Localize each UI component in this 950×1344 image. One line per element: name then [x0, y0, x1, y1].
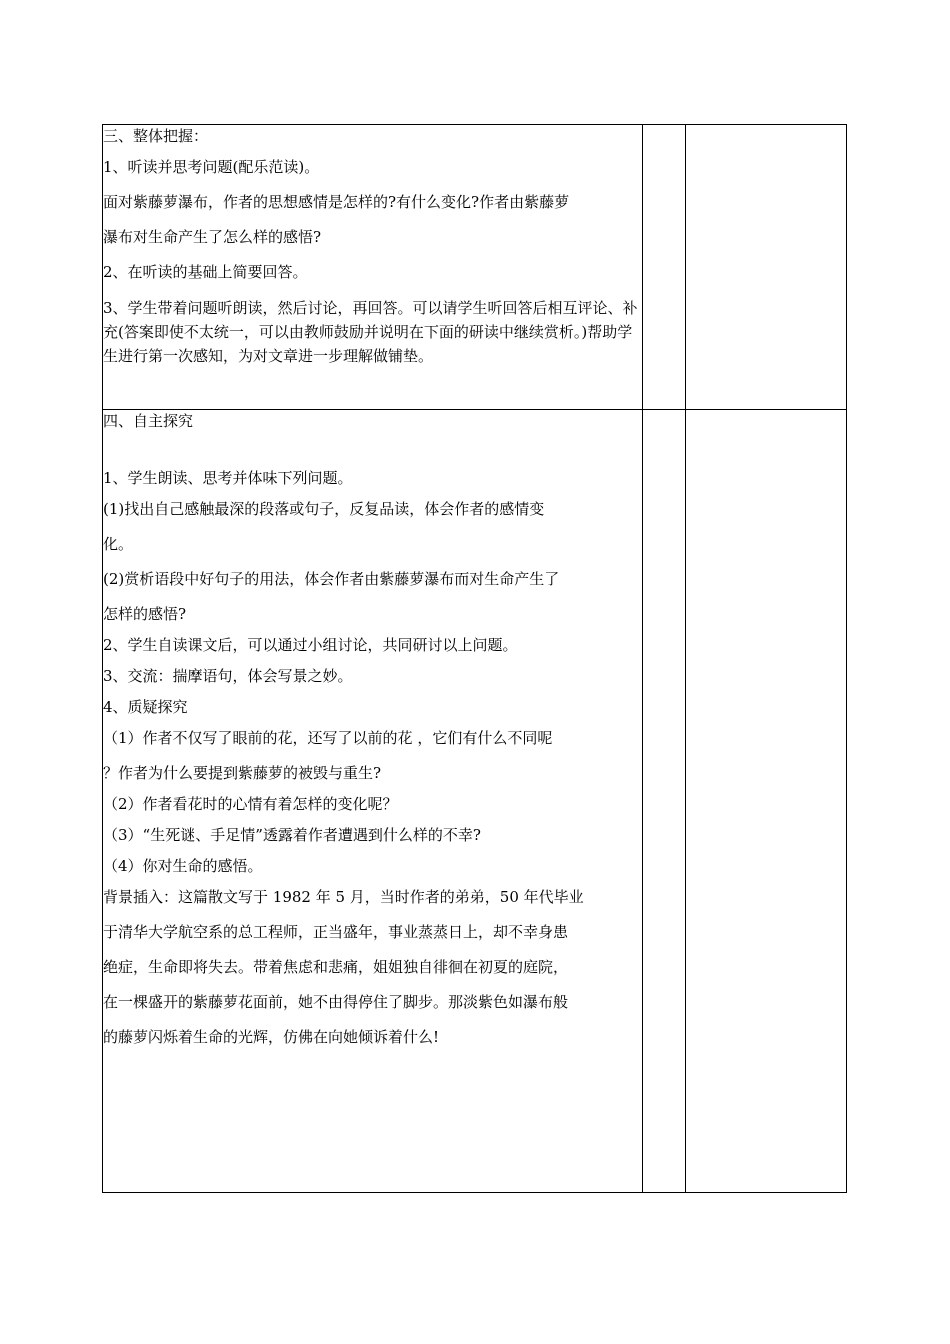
paragraph: 1、听读并思考问题(配乐范读)。	[103, 158, 320, 176]
table-row	[103, 410, 847, 1193]
paragraph: 化。	[103, 535, 134, 553]
paragraph: 3、交流：揣摩语句，体会写景之妙。	[103, 667, 353, 685]
paragraph: 4、质疑探究	[103, 698, 188, 716]
section-4-cell	[103, 410, 643, 1193]
paragraph: ？作者为什么要提到紫藤萝的被毁与重生?	[103, 764, 382, 782]
paragraph: 于清华大学航空系的总工程师，正当盛年，事业蒸蒸日上，却不幸身患	[103, 923, 569, 941]
paragraph: 在一棵盛开的紫藤萝花面前，她不由得停住了脚步。那淡紫色如瀑布般	[103, 993, 569, 1011]
paragraph: 的藤萝闪烁着生命的光辉，仿佛在向她倾诉着什么!	[103, 1028, 440, 1046]
section-3-cell	[103, 125, 643, 410]
paragraph: (1)找出自己感触最深的段落或句子，反复品读，体会作者的感情变	[103, 500, 545, 518]
table-row	[103, 125, 847, 410]
paragraph: 2、学生自读课文后，可以通过小组讨论，共同研讨以上问题。	[103, 636, 518, 654]
paragraph: （4）你对生命的感悟。	[103, 857, 263, 875]
paragraph: （1）作者不仅写了眼前的花，还写了以前的花 ，它们有什么不同呢	[103, 729, 553, 747]
paragraph: （2）作者看花时的心情有着怎样的变化呢？	[103, 795, 398, 813]
empty-cell	[642, 410, 685, 1193]
paragraph: 瀑布对生命产生了怎么样的感悟?	[103, 228, 322, 246]
section-heading: 四、自主探究	[103, 412, 194, 430]
paragraph: 3、学生带着问题听朗读，然后讨论，再回答。可以请学生听回答后相互评论、补充(答案即使不太统一，可以由教师鼓励并说明在下面的研读中继续赏析。)帮助学生进行第一次感知，为对文章进一步理解做铺垫。	[103, 299, 638, 365]
empty-cell	[685, 410, 846, 1193]
paragraph: 1、学生朗读、思考并体味下列问题。	[103, 469, 353, 487]
paragraph: 背景插入：这篇散文写于 1982 年 5 月，当时作者的弟弟，50 年代毕业	[103, 888, 584, 906]
paragraph: 绝症，生命即将失去。带着焦虑和悲痛，姐姐独自徘徊在初夏的庭院，	[103, 958, 569, 976]
lesson-plan-table	[102, 124, 847, 1193]
paragraph: （3）“生死谜、手足情”透露着作者遭遇到什么样的不幸?	[103, 826, 481, 844]
paragraph: (2)赏析语段中好句子的用法，体会作者由紫藤萝瀑布而对生命产生了	[103, 570, 560, 588]
empty-cell	[642, 125, 685, 410]
empty-cell	[685, 125, 846, 410]
paragraph: 面对紫藤萝瀑布，作者的思想感情是怎样的?有什么变化?作者由紫藤萝	[103, 193, 570, 211]
paragraph: 2、在听读的基础上简要回答。	[103, 263, 308, 281]
section-heading: 三、整体把握：	[103, 127, 209, 145]
paragraph: 怎样的感悟?	[103, 605, 187, 623]
